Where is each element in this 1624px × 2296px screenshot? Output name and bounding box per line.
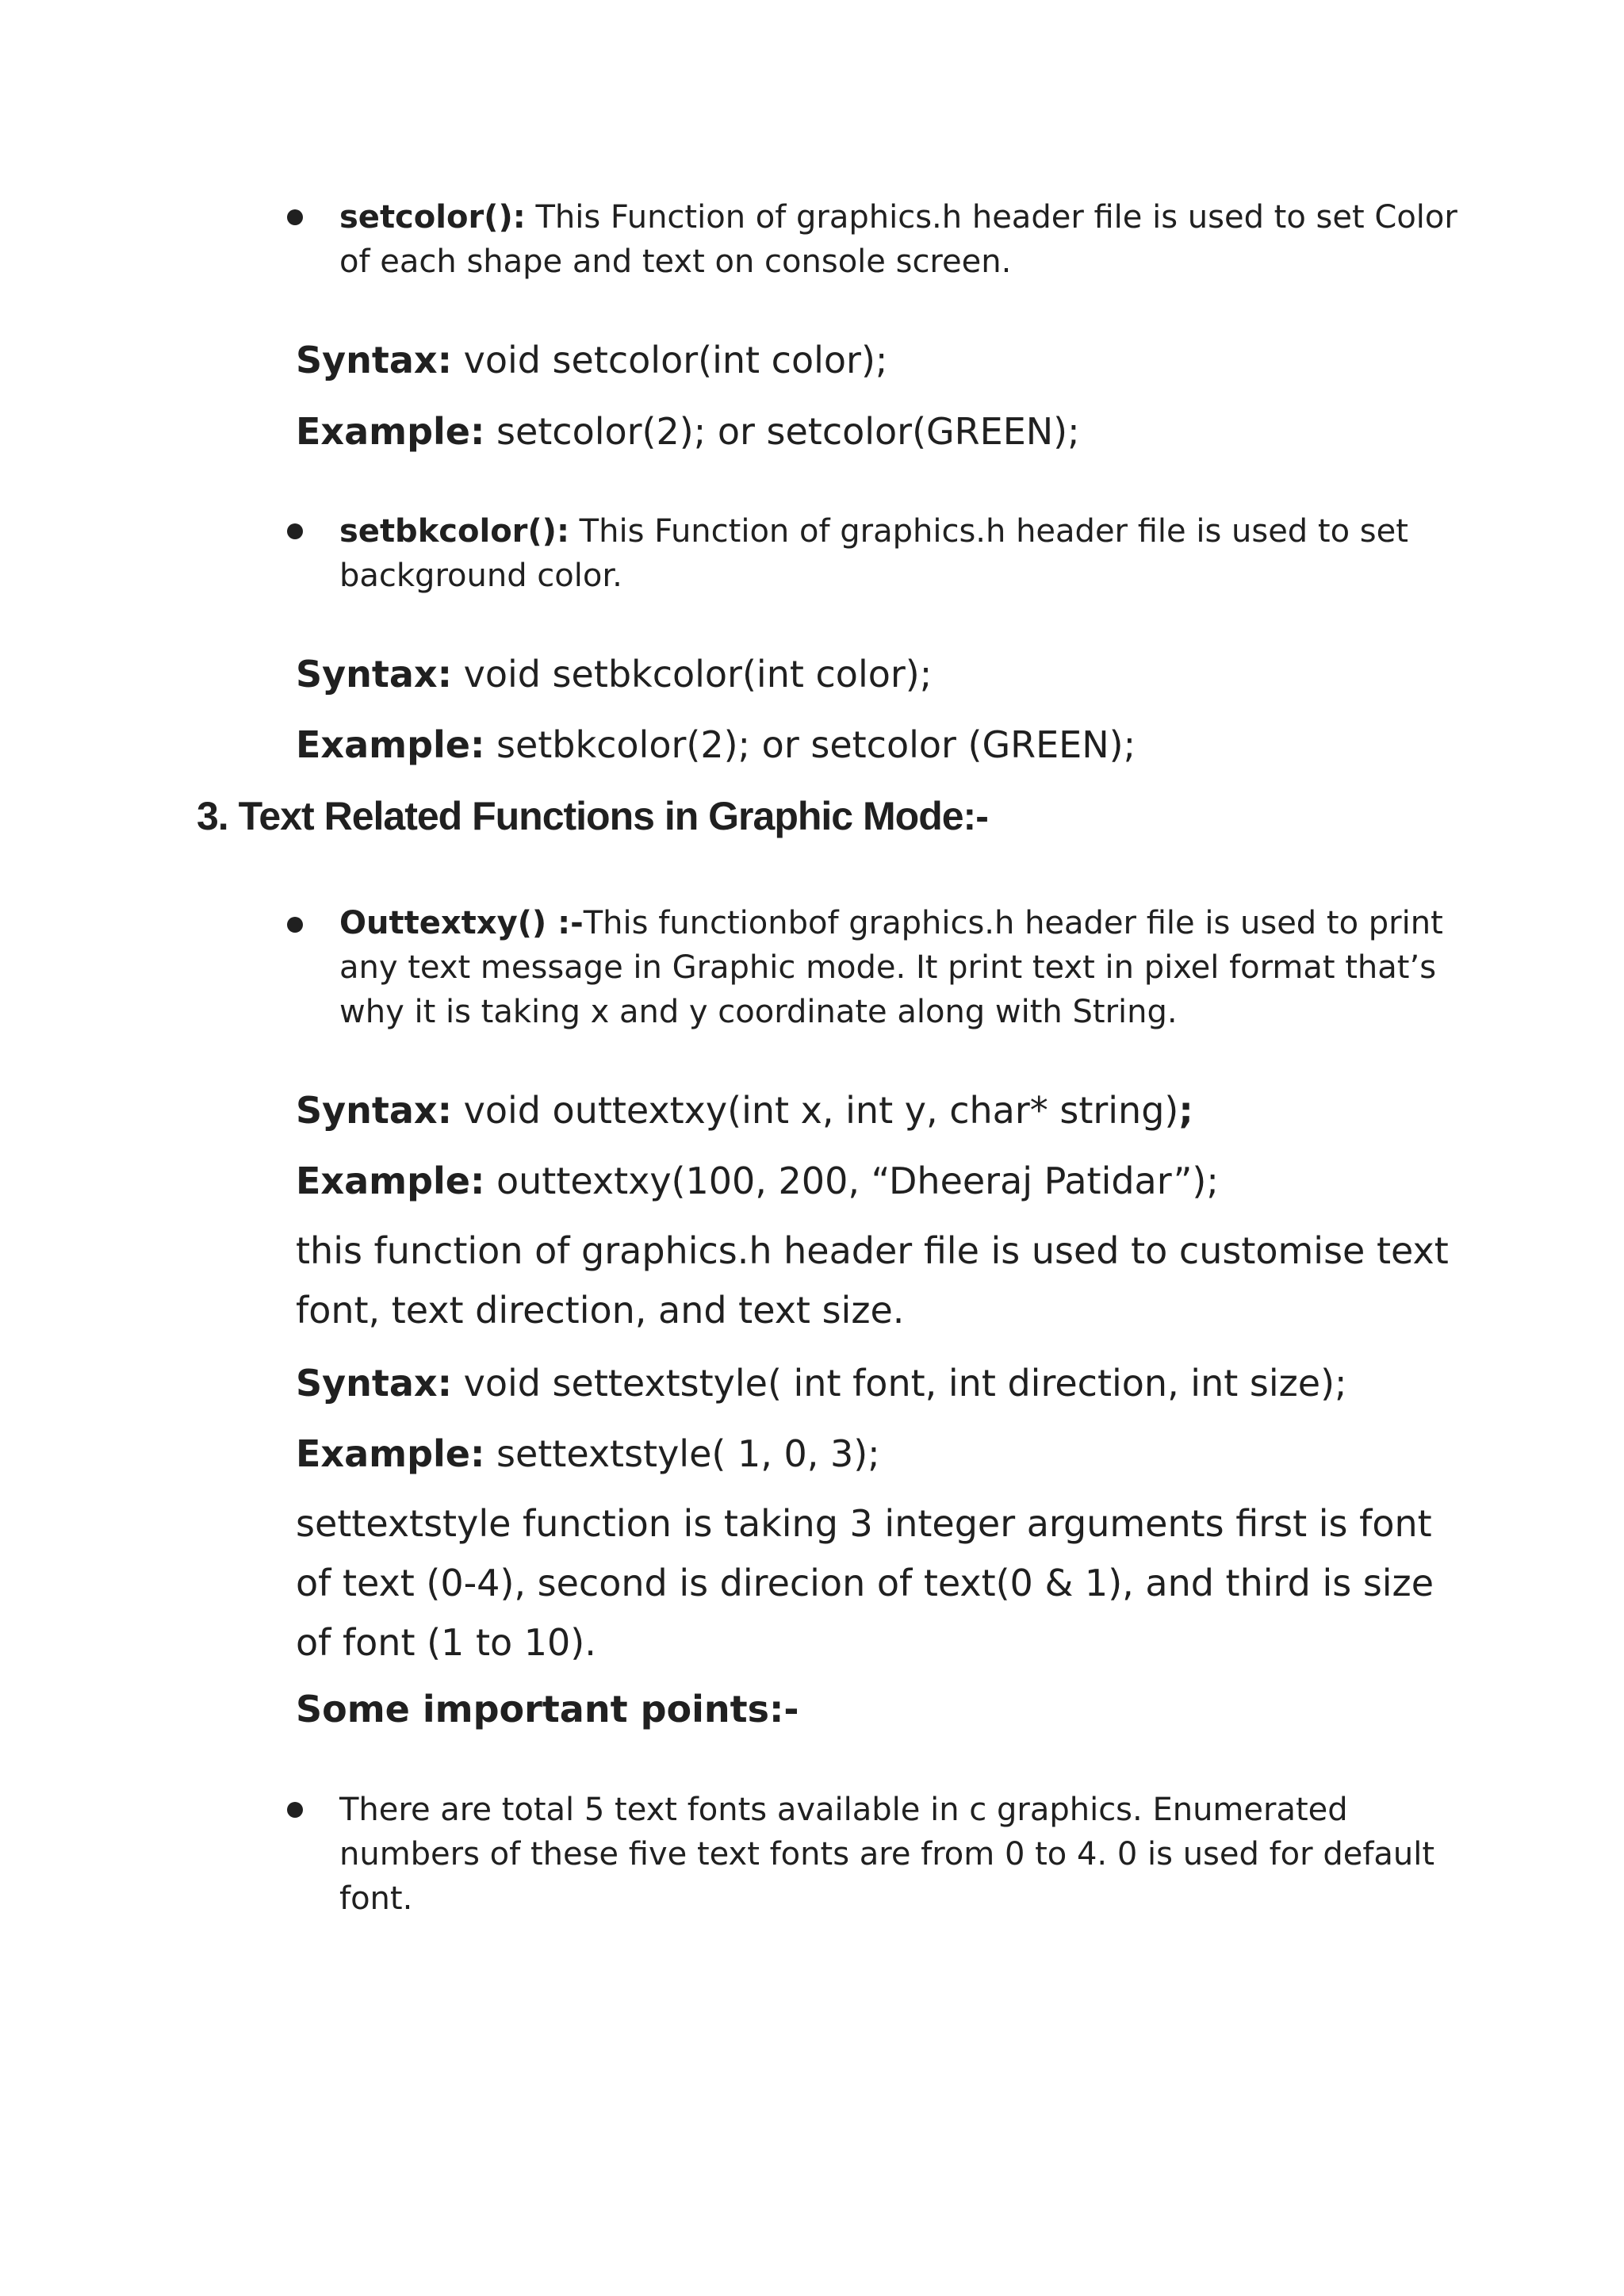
example-label: Example:: [296, 723, 485, 766]
settextstyle-note: settextstyle function is taking 3 integer arguments first is font of text (0-4), second is direcion of text(0 & 1), and third is size of font (1 to 10).: [296, 1502, 1434, 1664]
example-code: outtextxy(100, 200, “Dheeraj Patidar”);: [485, 1159, 1219, 1202]
description-text: This functionbof graphics.h header file is used to print any text message in Graphic mode. It print text in pixel format that’s why it is taking x and y coordinate along with String.: [339, 905, 1443, 1030]
example-code: setcolor(2); or setcolor(GREEN);: [485, 410, 1080, 453]
setbkcolor-example: [296, 721, 1136, 769]
example-label: Example:: [296, 1432, 485, 1475]
syntax-code: void outtextxy(int x, int y, char* string): [451, 1089, 1179, 1132]
syntax-label: Syntax:: [296, 1362, 452, 1405]
function-name: setcolor():: [339, 199, 526, 236]
example-code: settextstyle( 1, 0, 3);: [485, 1432, 880, 1475]
function-name: Outtextxy() :-: [339, 905, 584, 941]
example-label: Example:: [296, 410, 485, 453]
bullet-icon: [287, 917, 303, 933]
outtextxy-description: [339, 901, 1465, 1034]
syntax-label: Syntax:: [296, 1089, 452, 1132]
point-item: There are total 5 text fonts available in c graphics. Enumerated numbers of these five text fonts are from 0 to 4. 0 is used for default font.: [339, 1792, 1435, 1917]
setbkcolor-syntax: [296, 650, 932, 698]
outtextxy-example: [296, 1157, 1219, 1205]
function-name: setbkcolor():: [339, 513, 569, 550]
bullet-icon: [287, 1802, 303, 1818]
syntax-code: void setcolor(int color);: [451, 339, 888, 381]
bullet-icon: [287, 523, 303, 539]
syntax-semicolon: ;: [1178, 1089, 1193, 1132]
section-heading: 3. Text Related Functions in Graphic Mode:-: [197, 794, 988, 838]
setcolor-description: [339, 195, 1465, 284]
description-text: This Function of graphics.h header file is used to set background color.: [339, 513, 1408, 594]
syntax-label: Syntax:: [296, 653, 452, 696]
settextstyle-syntax: [296, 1359, 1347, 1407]
syntax-code: void settextstyle( int font, int direction, int size);: [451, 1362, 1347, 1405]
syntax-label: Syntax:: [296, 339, 452, 381]
setbkcolor-description: [339, 509, 1465, 598]
points-heading: Some important points:-: [296, 1688, 799, 1731]
description-text: This Function of graphics.h header file is used to set Color of each shape and text on console screen.: [339, 199, 1457, 280]
bullet-icon: [287, 209, 303, 225]
setcolor-example: [296, 408, 1080, 455]
syntax-code: void setbkcolor(int color);: [451, 653, 933, 696]
example-code: setbkcolor(2); or setcolor (GREEN);: [485, 723, 1136, 766]
outtextxy-syntax: [296, 1087, 1193, 1134]
settextstyle-example: [296, 1430, 880, 1478]
settextstyle-intro: this function of graphics.h header file is used to customise text font, text direction, and text size.: [296, 1229, 1449, 1332]
example-label: Example:: [296, 1159, 485, 1202]
setcolor-syntax: [296, 336, 887, 384]
